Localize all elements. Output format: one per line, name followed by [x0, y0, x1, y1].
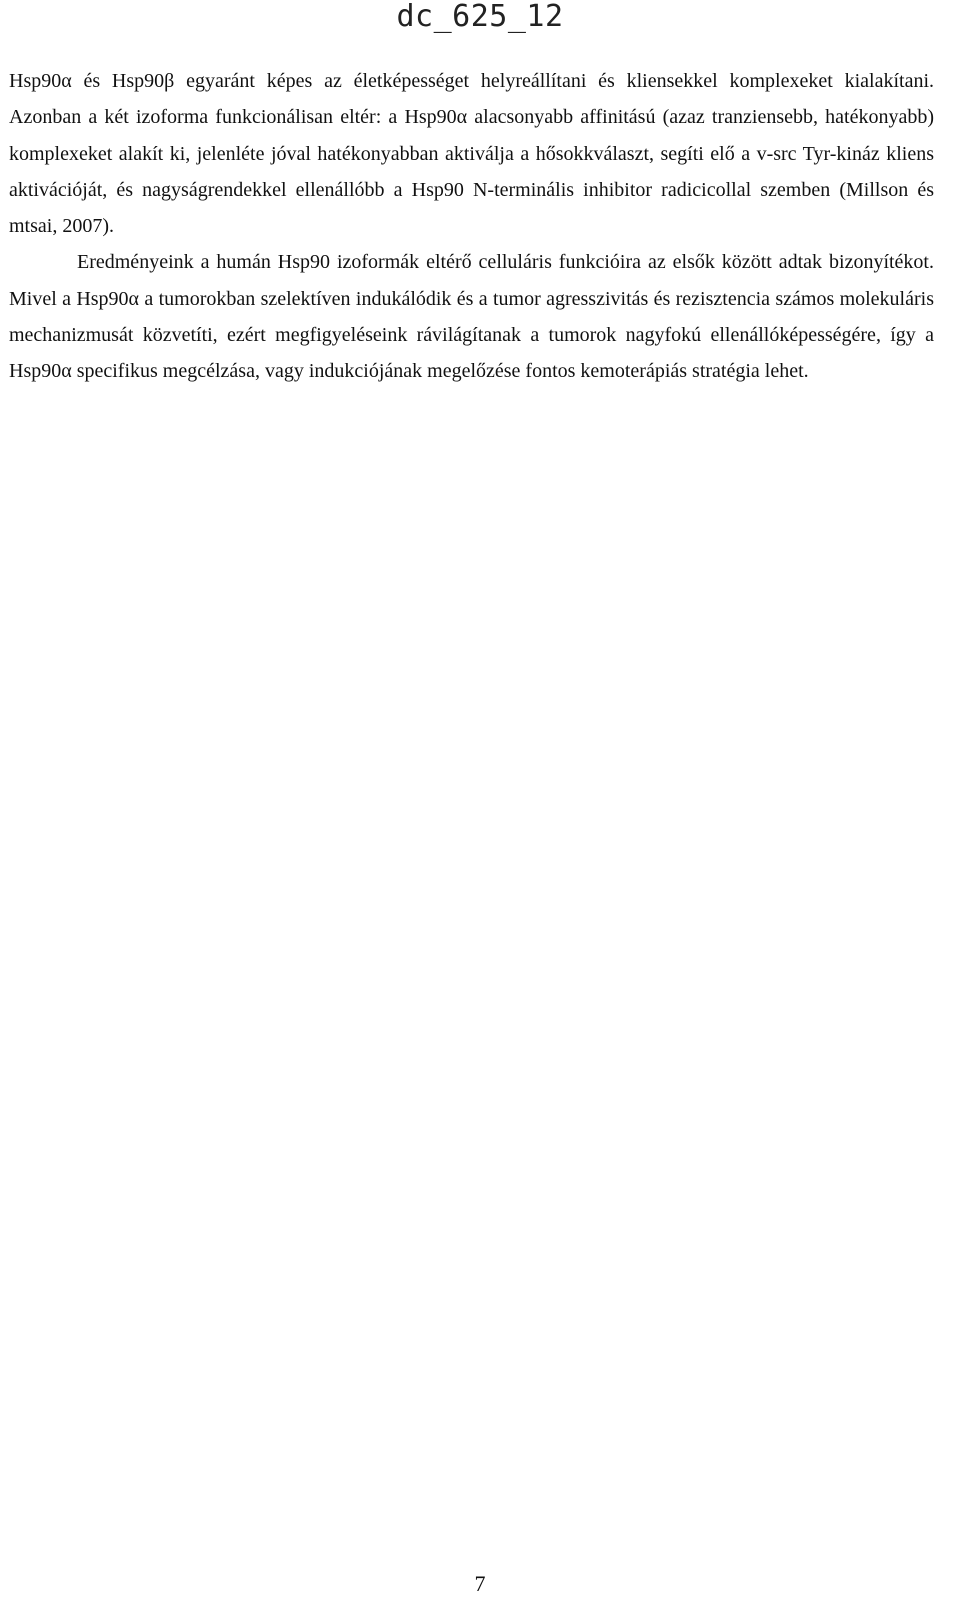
- page-number: 7: [474, 1571, 486, 1596]
- paragraph-1: Hsp90α és Hsp90β egyaránt képes az életképességet helyreállítani és kliensekkel komplexeket kialakítani. Azonban a két izoforma funkcionálisan eltér: a Hsp90α alacsonyabb affinitású (azaz tranziensebb, hatékonyabb) komplexeket alakít ki, jelenléte jóval hatékonyabban aktiválja a hősokkválaszt, segíti elő a v-src Tyr-kináz kliens aktivációját, és nagyságrendekkel ellenállóbb a Hsp90 N-terminális inhibitor radicicollal szemben (Millson és mtsai, 2007).: [9, 70, 934, 238]
- page-body: [9, 63, 934, 390]
- paragraph-2: Eredményeink a humán Hsp90 izoformák eltérő celluláris funkcióira az elsők között adtak bizonyítékot. Mivel a Hsp90α a tumorokban szelektíven indukálódik és a tumor agresszivitás és rezisztencia számos molekuláris mechanizmusát közvetíti, ezért megfigyeléseink rávilágítanak a tumorok nagyfokú ellenállóképességére, így a Hsp90α specifikus megcélzása, vagy indukciójának megelőzése fontos kemoterápiás stratégia lehet.: [9, 251, 934, 383]
- document-id-header: dc_625_12: [396, 0, 564, 34]
